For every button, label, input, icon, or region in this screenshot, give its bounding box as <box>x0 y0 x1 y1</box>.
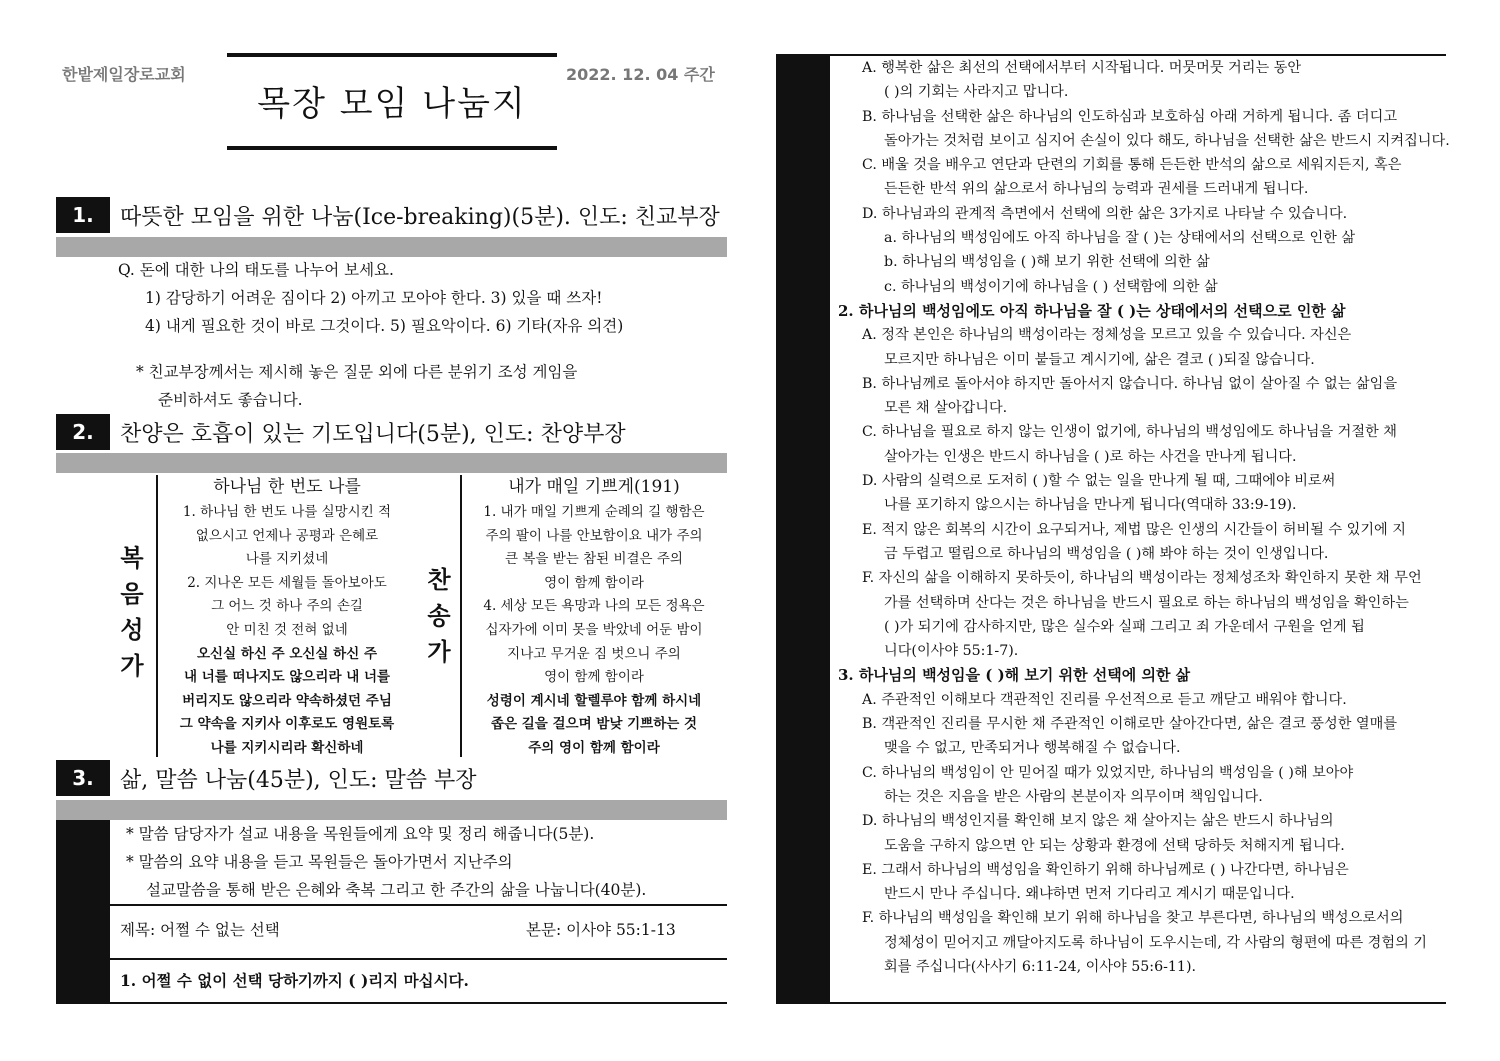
outline-line: b. 하나님의 백성임을 ( )해 보기 위한 선택에 의한 삶 <box>884 254 1210 271</box>
lyric-line: 버리지도 않으리라 약속하셨던 주님 <box>182 692 392 709</box>
right-page-bottom-rule <box>776 1002 1446 1004</box>
outline-line: ( )가 되기에 감사하지만, 많은 실수와 실패 그리고 죄 가운데서 구원을 얻게 됩 <box>884 618 1365 635</box>
lyric-line: 나를 지키시리라 확신하네 <box>210 739 364 756</box>
lyric-line: 오신실 하신 주 오신실 하신 주 <box>197 645 377 662</box>
outline-line: 나를 포기하지 않으시는 하나님을 만나게 됩니다(역대하 33:9-19). <box>884 497 1297 514</box>
lyric-line: 1. 내가 매일 기쁘게 순례의 길 행함은 <box>483 504 705 520</box>
outline-heading: 2. 하나님의 백성임에도 아직 하나님을 잘 ( )는 상태에서의 선택으로 인한 삶 <box>838 301 1346 320</box>
outline-line: B. 하나님을 선택한 삶은 하나님의 인도하심과 보호하심 아래 거하게 됩니다. 좀 더디고 <box>862 108 1398 125</box>
hymn-left-divider <box>156 475 158 757</box>
outline-line: 반드시 만나 주십니다. 왜냐하면 먼저 기다리고 계시기 때문입니다. <box>884 886 1295 903</box>
title-top-rule <box>227 53 557 57</box>
section-2-bar <box>56 453 727 473</box>
lyric-line: 내 너를 떠나지도 않으리라 내 너를 <box>183 669 391 686</box>
lyric-line: 십자가에 이미 못을 박았네 어둔 밤이 <box>485 621 703 638</box>
outline-line: 정체성이 믿어지고 깨달아지도록 하나님이 도우시는데, 각 사람의 형편에 따른 경험의 기 <box>884 934 1427 951</box>
sermon-scripture: 본문: 이사야 55:1-13 <box>526 921 676 939</box>
section-1-options-2: 4) 내게 필요한 것이 바로 그것이다. 5) 필요악이다. 6) 기타(자유 의견) <box>145 317 624 335</box>
outline-line: A. 행복한 삶은 최선의 선택에서부터 시작됩니다. 머뭇머뭇 거리는 동안 <box>862 60 1302 76</box>
outline-heading: 3. 하나님의 백성임을 ( )해 보기 위한 선택에 의한 삶 <box>838 666 1191 685</box>
section-1-bar <box>56 237 727 257</box>
sermon-bottom-rule <box>56 1002 727 1004</box>
outline-line: A. 정작 본인은 하나님의 백성이라는 정체성을 모르고 있을 수 있습니다. 자신은 <box>862 327 1352 344</box>
outline-line: B. 하나님께로 돌아서야 하지만 돌아서지 않습니다. 하나님 없이 살아질 수 없는 삶임을 <box>862 375 1398 392</box>
outline-line: 모른 채 살아갑니다. <box>884 400 1008 417</box>
lyric-line: 그 어느 것 하나 주의 손길 <box>211 598 363 615</box>
section-3-note-3: 설교말씀을 통해 받은 은혜와 축복 그리고 한 주간의 삶을 나눕니다(40분). <box>146 881 647 899</box>
outline-line: E. 그래서 하나님의 백성임을 확인하기 위해 하나님께로 ( ) 나간다면, 하나님은 <box>862 861 1349 878</box>
section-1-note-2: 준비하셔도 좋습니다. <box>158 391 303 409</box>
gospel-song-lyrics <box>162 474 412 761</box>
outline-line: D. 하나님의 백성인지를 확인해 보지 않은 채 살아지는 삶은 반드시 하나님의 <box>862 813 1334 830</box>
section-1-note-1: * 친교부장께서는 제시해 놓은 질문 외에 다른 분위기 조성 게임을 <box>136 363 578 381</box>
hymn-label-char: 가 <box>427 638 451 666</box>
outline-line: a. 하나님의 백성임에도 아직 하나님을 잘 ( )는 상태에서의 선택으로 인한 삶 <box>884 230 1356 247</box>
hymn-label <box>424 562 454 670</box>
bulletin-date: 2022. 12. 04 주간 <box>566 65 715 84</box>
section-1-options-1: 1) 감당하기 어려운 짐이다 2) 아끼고 모아야 한다. 3) 있을 때 쓰자! <box>145 289 603 307</box>
outline-line: 모르지만 하나님은 이미 붙들고 계시기에, 삶은 결코 ( )되질 않습니다. <box>884 351 1315 368</box>
lyric-line: 큰 복을 받는 참된 비결은 주의 <box>505 551 683 568</box>
section-3-note-2: * 말씀의 요약 내용을 듣고 목원들은 돌아가면서 지난주의 <box>126 853 513 871</box>
lyric-line: 1. 하나님 한 번도 나를 실망시킨 적 <box>182 504 392 520</box>
sermon-top-rule <box>110 904 727 906</box>
lyric-line: 지나고 무거운 짐 벗으니 주의 <box>507 645 681 662</box>
outline-line: D. 사람의 실력으로 도저히 ( )할 수 없는 일을 만나게 될 때, 그때에야 비로써 <box>862 473 1336 490</box>
lyric-line: 영이 함께 함이라 <box>544 574 644 591</box>
outline-line: 돌아가는 것처럼 보이고 심지어 손실이 있다 해도, 하나님을 선택한 삶은 반드시 지켜집니다. <box>884 132 1450 149</box>
section-3-side-bar <box>56 820 110 1004</box>
sermon-outline <box>838 56 1450 979</box>
lyric-line: 좁은 길을 걸으며 밤낮 기쁘하는 것 <box>490 716 698 733</box>
section-1-title: 따뜻한 모임을 위한 나눔(Ice-breaking)(5분). 인도: 친교부장 <box>120 204 720 230</box>
outline-line: c. 하나님의 백성이기에 하나님을 ( ) 선택함에 의한 삶 <box>884 278 1218 295</box>
section-3-bar <box>56 800 727 820</box>
lyric-line: 나를 지키셨네 <box>245 551 329 568</box>
gospel-song-label-char: 성 <box>120 616 144 644</box>
section-1-number: 1. <box>56 197 110 233</box>
outline-line: F. 하나님의 백성임을 확인해 보기 위해 하나님을 찾고 부른다면, 하나님의 백성으로서의 <box>862 910 1404 927</box>
lyric-line: 안 미친 것 전혀 없네 <box>226 621 348 638</box>
page-title: 목장 모임 나눔지 <box>257 84 527 124</box>
lyric-line: 주의 영이 함께 함이라 <box>528 739 660 756</box>
sermon-point-1: 1. 어쩔 수 없이 선택 당하기까지 ( )리지 마십시다. <box>120 971 469 990</box>
section-1-question: Q. 돈에 대한 나의 태도를 나누어 보세요. <box>118 261 394 279</box>
lyric-line: 없으시고 언제나 공평과 은혜로 <box>195 527 379 544</box>
outline-line: 든든한 반석 위의 삶으로서 하나님의 능력과 권세를 드러내게 됩니다. <box>884 181 1309 198</box>
outline-line: 맺을 수 없고, 만족되거나 행복해질 수 없습니다. <box>884 740 1181 757</box>
outline-line: 니다(이사야 55:1-7). <box>884 643 1019 660</box>
outline-line: D. 하나님과의 관계적 측면에서 선택에 의한 삶은 3가지로 나타날 수 있습니다. <box>862 205 1348 222</box>
outline-line: 하는 것은 지음을 받은 사람의 본분이자 의무이며 책임입니다. <box>884 788 1263 805</box>
section-3-note-1: * 말씀 담당자가 설교 내용을 목원들에게 요약 및 정리 해줍니다(5분). <box>126 825 595 843</box>
outline-line: C. 하나님의 백성임이 안 믿어질 때가 있었지만, 하나님의 백성임을 ( )해 보아야 <box>862 764 1354 781</box>
hymn-label-char: 찬 <box>427 566 451 594</box>
gospel-song-title: 하나님 한 번도 나를 <box>213 477 361 497</box>
outline-line: A. 주관적인 이해보다 객관적인 진리를 우선적으로 듣고 깨닫고 배워야 합니다. <box>862 691 1347 708</box>
gospel-song-label-char: 음 <box>120 580 144 608</box>
lyric-line: 그 약속을 지키사 이후로도 영원토록 <box>179 716 395 733</box>
church-name: 한밭제일장로교회 <box>62 65 186 84</box>
outline-line: 살아가는 인생은 반드시 하나님을 ( )로 하는 사건을 만나게 됩니다. <box>884 448 1297 465</box>
lyric-line: 주의 팔이 나를 안보함이요 내가 주의 <box>485 527 703 544</box>
sermon-middle-rule <box>110 958 727 960</box>
gospel-song-label <box>117 540 147 684</box>
outline-line: 금 두렵고 떨림으로 하나님의 백성임을 ( )해 봐야 하는 것이 인생입니다. <box>884 545 1329 562</box>
lyric-line: 2. 지나온 모든 세월들 돌아보아도 <box>187 574 387 591</box>
lyric-line: 성령이 계시네 할렐루야 함께 하시네 <box>486 692 702 709</box>
right-page-side-bar <box>776 54 830 1004</box>
outline-line: 가를 선택하며 산다는 것은 하나님을 반드시 필요로 하는 하나님의 백성임을 확인하는 <box>884 594 1409 611</box>
hymn-middle-divider <box>460 475 462 757</box>
lyric-line: 영이 함께 함이라 <box>544 669 644 686</box>
outline-line: 도움을 구하지 않으면 안 되는 상황과 환경에 선택 당하듯 처해지게 됩니다. <box>884 837 1345 854</box>
hymn-title: 내가 매일 기쁘게(191) <box>508 477 680 497</box>
title-bottom-rule <box>227 146 557 150</box>
lyric-line: 4. 세상 모든 욕망과 나의 모든 정욕은 <box>483 598 705 615</box>
hymn-lyrics <box>466 474 722 761</box>
outline-line: E. 적지 않은 회복의 시간이 요구되거나, 제법 많은 인생의 시간들이 허비될 수 있기에 지 <box>862 521 1406 538</box>
outline-line: C. 하나님을 필요로 하지 않는 인생이 없기에, 하나님의 백성임에도 하나님을 거절한 채 <box>862 424 1397 441</box>
section-3-title: 삶, 말씀 나눔(45분), 인도: 말씀 부장 <box>120 767 477 793</box>
outline-line: C. 배울 것을 배우고 연단과 단련의 기회를 통해 든든한 반석의 삶으로 세워지든지, 혹은 <box>862 157 1402 174</box>
gospel-song-label-char: 가 <box>120 652 144 680</box>
gospel-song-label-char: 복 <box>120 544 144 572</box>
section-2-title: 찬양은 호흡이 있는 기도입니다(5분), 인도: 찬양부장 <box>120 421 626 447</box>
hymn-label-char: 송 <box>427 602 451 630</box>
outline-line: B. 객관적인 진리를 무시한 채 주관적인 이해로만 살아간다면, 삶은 결코 풍성한 열매를 <box>862 716 1398 733</box>
section-2-number: 2. <box>56 414 110 450</box>
section-3-number: 3. <box>56 760 110 796</box>
sermon-title: 제목: 어쩔 수 없는 선택 <box>120 921 280 939</box>
outline-line: ( )의 기회는 사라지고 맙니다. <box>884 84 1069 101</box>
outline-line: 회를 주십니다(사사기 6:11-24, 이사야 55:6-11). <box>884 958 1197 975</box>
outline-line: F. 자신의 삶을 이해하지 못하듯이, 하나님의 백성이라는 정체성조차 확인하지 못한 채 무언 <box>862 570 1422 587</box>
